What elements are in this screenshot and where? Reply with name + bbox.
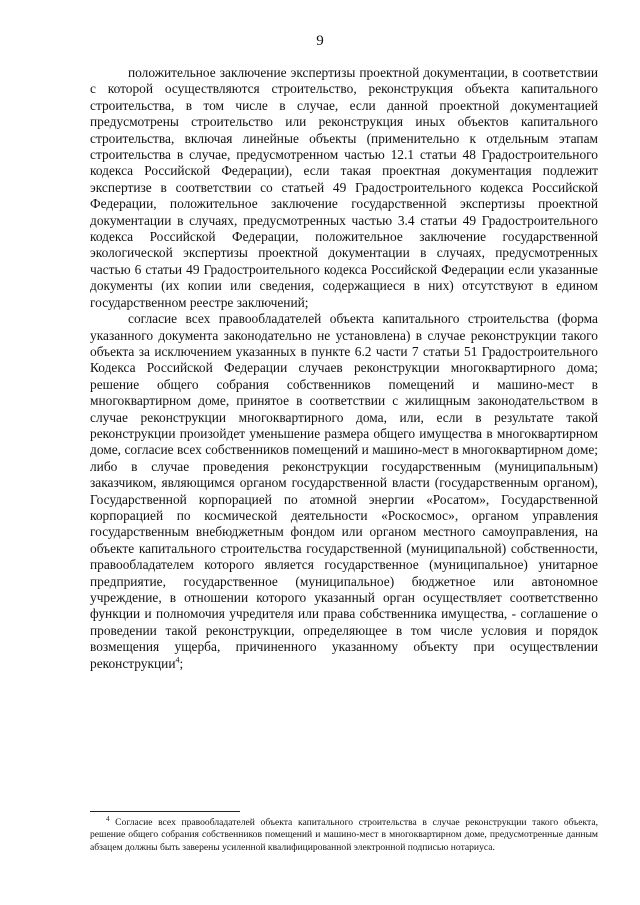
footnote-text: Согласие всех правообладателей объекта капитального строительства в случае реконструкции такого объекта, решение общего собрания собственников помещений и машино-мест в многоквартирном доме, предусмотренные данным абзацем должны быть заверены усиленной квалифицированной электронной подписью нотариуса.	[90, 817, 598, 853]
footnote-mark: 4	[106, 814, 110, 823]
footnote-divider	[90, 811, 240, 812]
body-text	[90, 65, 598, 672]
paragraph-owners-consent-text: согласие всех правообладателей объекта капитального строительства (форма указанного документа законодательно не установлена) в случае реконструкции такого объекта за исключением указанных в пункте 6.2 части 7 статьи 51 Градостроительного Кодекса Российской Федерации случаев реконструкции многоквартирного дома; решение общего собрания собственников помещений и машино-мест в многоквартирном доме, принятое в соответствии с жилищным законодательством в случае реконструкции многоквартирного дома, или, если в результате такой реконструкции произойдет уменьшение размера общего имущества в многоквартирном доме, согласие всех собственников помещений и машино-мест в многоквартирном доме; либо в случае проведения реконструкции государственным (муниципальным) заказчиком, являющимся органом государственной власти (государственным органом), Государственной корпорацией по атомной энергии «Росатом», Государственной корпорацией по космической деятельности «Роскосмос», органом управления государственным внебюджетным фондом или органом местного самоуправления, на объекте капитального строительства государственной (муниципальной) собственности, правообладателем которого является государственное (муниципальное) унитарное предприятие, государственное (муниципальное) бюджетное или автономное учреждение, в отношении которого указанный орган осуществляет соответственно функции и полномочия учредителя или права собственника имущества, - соглашение о проведении такой реконструкции, определяющее в том числе условия и порядок возмещения ущерба, причиненного указанному объекту при осуществлении реконструкции	[90, 311, 598, 671]
paragraph-owners-consent	[90, 311, 598, 672]
page-number: 9	[316, 33, 324, 49]
paragraph-owners-consent-end: ;	[179, 655, 184, 671]
paragraph-expertise-conclusion: положительное заключение экспертизы проектной документации, в соответствии с которой осуществляются строительство, реконструкция объекта капитального строительства, в том числе в случае, если данной проектной документацией предусмотрены строительство или реконструкция иных объектов капитального строительства, включая линейные объекты (применительно к отдельным этапам строительства в случае, предусмотренном частью 12.1 статьи 48 Градостроительного кодекса Российской Федерации), если такая проектная документация подлежит экспертизе в соответствии со статьей 49 Градостроительного кодекса Российской Федерации, положительное заключение государственной экспертизы проектной документации в случаях, предусмотренных частью 3.4 статьи 49 Градостроительного кодекса Российской Федерации, положительное заключение государственной экологической экспертизы проектной документации в случаях, предусмотренных частью 6 статьи 49 Градостроительного кодекса Российской Федерации если указанные документы (их копии или сведения, содержащиеся в них) отсутствуют в едином государственном реестре заключений;	[90, 65, 598, 310]
footnote	[90, 814, 598, 854]
footnote-reference: 4	[175, 655, 180, 665]
